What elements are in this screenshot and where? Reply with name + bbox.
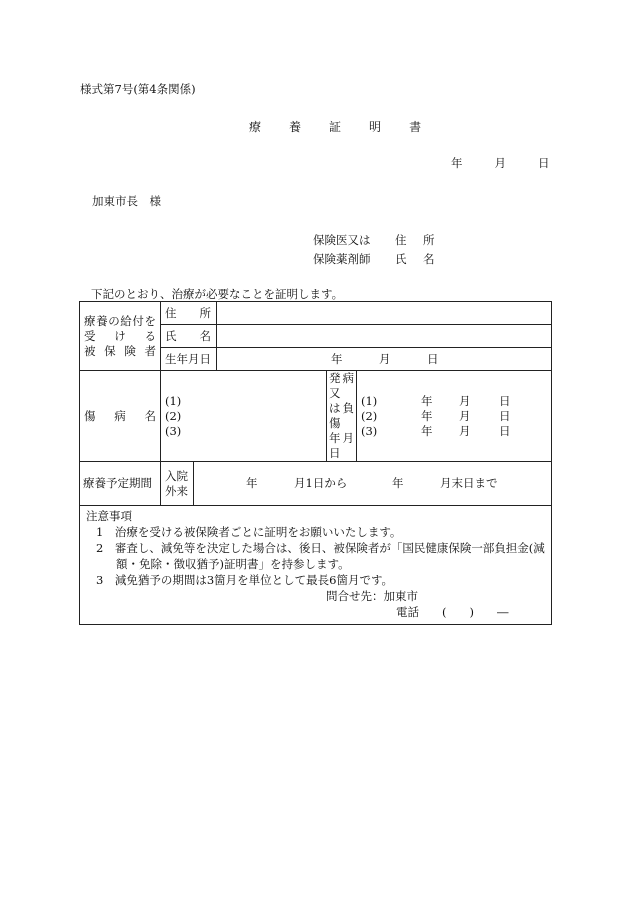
- dob-day: 日: [427, 351, 439, 366]
- onset-label: [327, 371, 357, 462]
- title-char: 養: [289, 120, 302, 134]
- addressee: 加東市長 様: [92, 194, 161, 208]
- name-label: 氏 名: [161, 325, 217, 348]
- dob-month: 月: [379, 351, 391, 366]
- note-item-continued: 額・免除・徴収猶予)証明書」を持参します。: [116, 557, 350, 571]
- disease-item: (1): [165, 393, 182, 408]
- issuer-label: 保険医又は: [313, 233, 371, 247]
- insured-label: [80, 302, 161, 371]
- unit-year: 年: [421, 408, 433, 423]
- unit-year: 年: [421, 393, 433, 408]
- notes-section: [80, 506, 552, 625]
- period-to-year: 年: [392, 476, 404, 490]
- address-label: 住 所: [161, 302, 217, 325]
- period-label: 療養予定期間: [80, 462, 161, 506]
- unit-year: 年: [421, 423, 433, 438]
- disease-label: 傷 病 名: [80, 371, 161, 462]
- issuer-address-label: 所: [423, 233, 435, 247]
- insured-label-line: 受 け る: [84, 328, 156, 343]
- onset-item: (1): [361, 393, 378, 408]
- onset-row: [361, 424, 545, 439]
- period-to-month: 月末日まで: [440, 476, 498, 490]
- certificate-table: [79, 301, 552, 625]
- period-type[interactable]: [161, 462, 194, 506]
- period-from-year: 年: [246, 476, 258, 490]
- issuer-name-row: [313, 250, 435, 269]
- disease-item: (2): [165, 408, 182, 423]
- unit-month: 月: [459, 423, 471, 438]
- title-char: 証: [329, 120, 342, 134]
- issuer-address-label: 住: [395, 233, 407, 247]
- period-from-month: 月1日から: [294, 476, 348, 490]
- unit-month: 月: [459, 408, 471, 423]
- disease-item: (3): [165, 423, 182, 438]
- onset-label-line: は負傷: [329, 401, 354, 430]
- onset-row: [361, 394, 545, 409]
- onset-label-line: 年月日: [329, 431, 354, 460]
- note-item: 1 治療を受ける被保険者ごとに証明をお願いいたします。: [96, 525, 402, 539]
- intro-text: 下記のとおり、治療が必要なことを証明します。: [91, 287, 344, 301]
- issuer-name-label: 氏: [395, 252, 407, 266]
- contact-info: 問合せ先：加東市: [326, 589, 418, 603]
- document-title: [249, 118, 421, 135]
- issuer-name-label: 名: [423, 252, 435, 266]
- contact-phone: 電話 ( ) ―: [396, 605, 509, 619]
- period-type-inpatient[interactable]: 入院: [165, 468, 188, 483]
- onset-field[interactable]: [357, 371, 552, 462]
- onset-label-line: 発病又: [329, 371, 354, 400]
- dob-year: 年: [331, 351, 343, 366]
- name-field[interactable]: [217, 325, 552, 348]
- date-month: 月: [494, 156, 506, 170]
- address-field[interactable]: [217, 302, 552, 325]
- issuer-address-row: [313, 231, 435, 250]
- notes-heading: 注意事項: [86, 509, 132, 523]
- issue-date: [451, 155, 550, 171]
- onset-row: [361, 409, 545, 424]
- issuer-label: 保険薬剤師: [313, 252, 371, 266]
- unit-day: 日: [499, 408, 511, 423]
- onset-item: (2): [361, 408, 378, 423]
- disease-field[interactable]: [161, 371, 327, 462]
- dob-label: 生年月日: [161, 348, 217, 371]
- title-char: 書: [409, 120, 422, 134]
- insured-label-line: 被保険者: [84, 343, 156, 358]
- unit-day: 日: [499, 423, 511, 438]
- date-day: 日: [538, 156, 550, 170]
- insured-label-line: 療養の給付を: [84, 313, 156, 328]
- issuer-block: [313, 231, 435, 269]
- date-year: 年: [451, 156, 463, 170]
- dob-field[interactable]: [217, 348, 552, 371]
- note-item: 3 減免猶予の期間は3箇月を単位として最長6箇月です。: [96, 573, 394, 587]
- unit-month: 月: [459, 393, 471, 408]
- note-item: 2 審査し、減免等を決定した場合は、後日、被保険者が「国民健康保険一部負担金(減: [96, 541, 545, 555]
- period-type-outpatient[interactable]: 外来: [165, 483, 188, 498]
- title-char: 明: [369, 120, 382, 134]
- form-number: 様式第7号(第4条関係): [80, 82, 196, 96]
- unit-day: 日: [499, 393, 511, 408]
- title-char: 療: [249, 120, 262, 134]
- onset-item: (3): [361, 423, 378, 438]
- period-field[interactable]: [194, 462, 552, 506]
